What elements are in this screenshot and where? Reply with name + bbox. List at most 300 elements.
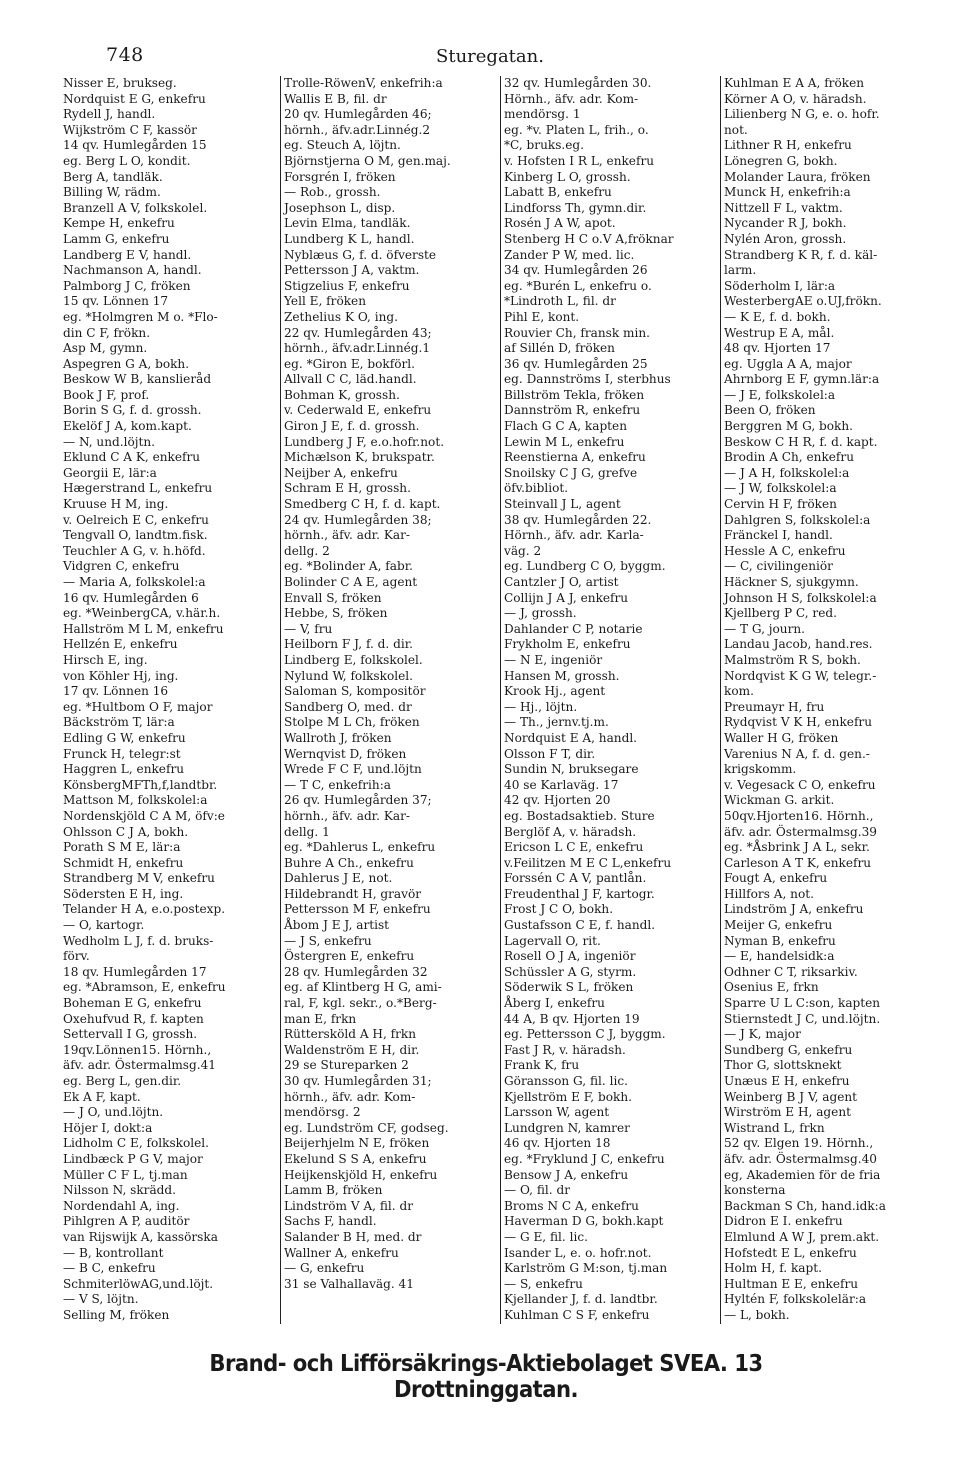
directory-entry: Lewin M L, enkefru — [504, 434, 625, 449]
directory-entry: 16 qv. Humlegården 6 — [63, 590, 199, 605]
directory-entry: 46 qv. Hjorten 18 — [504, 1136, 611, 1151]
directory-entry: Collijn J A J, enkefru — [504, 590, 629, 605]
directory-entry: 26 qv. Humlegården 37; — [284, 793, 432, 808]
directory-entry: eg. *Holmgren M o. *Flo- — [63, 309, 218, 324]
directory-column-3 — [500, 76, 720, 1324]
directory-entry: Allvall C C, läd.handl. — [284, 372, 417, 387]
directory-entry: Kruuse H M, ing. — [63, 497, 169, 512]
directory-entry: Heilborn F J, f. d. dir. — [284, 637, 414, 652]
directory-entry: förv. — [63, 949, 90, 964]
directory-entry: Freudenthal J F, kartogr. — [504, 886, 655, 901]
directory-entry: Rydell J, handl. — [63, 107, 156, 122]
directory-entry: Sundin N, bruksegare — [504, 762, 639, 777]
directory-entry: — S, enkefru — [504, 1276, 583, 1291]
directory-entry: Vidgren C, enkefru — [63, 559, 180, 574]
directory-entry: Unæus E H, enkefru — [724, 1074, 850, 1088]
directory-entry: Landau Jacob, hand.res. — [724, 637, 873, 652]
directory-entry: Müller C F L, tj.man — [63, 1167, 188, 1182]
directory-entry: eg. *Fryklund J C, enkefru — [504, 1151, 665, 1166]
directory-entry: Göransson G, fil. lic. — [504, 1074, 628, 1088]
directory-entry: Boheman E G, enkefru — [63, 996, 202, 1011]
directory-entry: Ek A F, kapt. — [63, 1089, 141, 1104]
directory-entry: eg. *Giron E, bokförl. — [284, 356, 415, 371]
directory-entry: — J A H, folkskolel:a — [724, 465, 850, 480]
directory-entry: Landberg E V, handl. — [63, 247, 192, 262]
directory-entry: — V, fru — [284, 621, 333, 636]
directory-entry: Dahlander C P, notarie — [504, 621, 643, 636]
directory-entry: Lindbæck P G V, major — [63, 1151, 203, 1166]
directory-entry: Eklund C A K, enkefru — [63, 450, 201, 465]
directory-entry: 18 qv. Humlegården 17 — [63, 964, 207, 979]
directory-entry: Nyman B, enkefru — [724, 933, 836, 948]
directory-entry: Lagervall O, rit. — [504, 933, 601, 948]
directory-entry: Wickman G. arkit. — [724, 793, 835, 808]
directory-entry: Ahrnborg E F, gymn.lär:a — [724, 372, 880, 387]
directory-entry: — Hj., löjtn. — [504, 699, 578, 714]
directory-entry: Bolinder C A E, agent — [284, 575, 418, 589]
directory-entry: Haverman D G, bokh.kapt — [504, 1214, 664, 1229]
directory-entry: Cervin H F, fröken — [724, 497, 837, 512]
directory-entry: eg. *Åsbrink J A L, sekr. — [724, 840, 870, 855]
directory-entry: 17 qv. Lönnen 16 — [63, 684, 169, 699]
directory-entry: 15 qv. Lönnen 17 — [63, 294, 169, 309]
directory-entry: Telander H A, e.o.postexp. — [63, 902, 226, 917]
directory-entry: Forsgrén I, fröken — [284, 169, 396, 184]
directory-entry: Nyblæus G, f. d. öfverste — [284, 247, 437, 262]
directory-entry: Ekelund S S A, enkefru — [284, 1151, 427, 1166]
directory-entry: Hessle A C, enkefru — [724, 543, 846, 558]
directory-entry: Stolpe M L Ch, fröken — [284, 715, 420, 730]
directory-entry: — L, bokh. — [724, 1307, 790, 1322]
directory-entry: Steinvall J L, agent — [504, 497, 621, 512]
page-number: 748 — [106, 44, 144, 66]
directory-entry: Lilienberg N G, e. o. hofr. — [724, 107, 880, 122]
directory-entry: — C, civilingeniör — [724, 559, 833, 574]
directory-entry: Hansen M, grossh. — [504, 668, 620, 683]
directory-entry: eg. af Klintberg H G, ami- — [284, 980, 442, 995]
directory-entry: — J O, und.löjtn. — [63, 1105, 164, 1120]
directory-entry: Frost J C O, bokh. — [504, 902, 614, 917]
directory-entry: v.Feilitzen M E C L,enkefru — [504, 855, 672, 870]
directory-entry: 22 qv. Humlegården 43; — [284, 325, 432, 340]
directory-entry: Varenius N A, f. d. gen.- — [724, 746, 870, 761]
directory-entry: larm. — [724, 263, 757, 278]
directory-entry: Nordendahl A, ing. — [63, 1198, 180, 1213]
directory-entry: af Sillén D, fröken — [504, 341, 615, 356]
directory-columns — [60, 76, 940, 1324]
directory-entry: Olsson F T, dir. — [504, 746, 596, 761]
directory-entry: hörnh., äfv. adr. Kar- — [284, 808, 410, 823]
directory-entry: Wijkström C F, kassör — [63, 122, 197, 137]
directory-entry: Schram E H, grossh. — [284, 481, 411, 496]
directory-entry: Georgii E, lär:a — [63, 465, 157, 480]
directory-entry: Elmlund A W J, prem.akt. — [724, 1229, 880, 1244]
directory-entry: Rouvier Ch, fransk min. — [504, 325, 650, 340]
directory-entry: Häckner S, sjukgymn. — [724, 575, 859, 589]
directory-entry: Michælson K, brukspatr. — [284, 450, 435, 465]
directory-entry: Hultman E E, enkefru — [724, 1276, 859, 1291]
directory-entry: ral, F, kgl. sekr., o.*Berg- — [284, 996, 437, 1011]
directory-entry: Odhner C T, riksarkiv. — [724, 964, 858, 979]
directory-entry: Lindström V A, fil. dr — [284, 1198, 414, 1213]
directory-entry: — Rob., grossh. — [284, 185, 381, 200]
directory-entry: — J K, major — [724, 1027, 801, 1042]
directory-entry: — B, kontrollant — [63, 1245, 164, 1260]
directory-entry: Nachmanson A, handl. — [63, 263, 202, 278]
directory-entry: Osenius E, frkn — [724, 980, 819, 995]
directory-entry: Schüssler A G, styrm. — [504, 964, 637, 979]
directory-entry: von Köhler Hj, ing. — [63, 668, 179, 683]
directory-entry: Fast J R, v. häradsh. — [504, 1042, 626, 1057]
directory-entry: not. — [724, 122, 748, 137]
directory-entry: Hörnh., äfv. adr. Karla- — [504, 528, 644, 543]
directory-entry: — Maria A, folkskolel:a — [63, 575, 206, 589]
directory-entry: Söderwik S L, fröken — [504, 980, 634, 995]
directory-entry: Molander Laura, fröken — [724, 169, 871, 184]
advertisement-footer: Brand- och Lifförsäkrings-Aktiebolaget SVEA. 13 Drottninggatan. — [209, 1351, 763, 1403]
directory-entry: Nittzell F L, vaktm. — [724, 200, 843, 215]
directory-entry: Waldenström E H, dir. — [284, 1042, 420, 1057]
directory-entry: eg. Steuch A, löjtn. — [284, 138, 401, 153]
directory-entry: Krook Hj., agent — [504, 684, 606, 699]
directory-entry: Neijber A, enkefru — [284, 465, 398, 480]
directory-entry: Gustafsson C E, f. handl. — [504, 918, 656, 933]
directory-entry: Aspegren G A, bokh. — [63, 356, 190, 371]
directory-entry: Södersten E H, ing. — [63, 886, 184, 901]
directory-entry: Hyltén F, folkskolelär:a — [724, 1292, 867, 1307]
directory-entry: Lindström J A, enkefru — [724, 902, 864, 917]
directory-entry: 29 se Stureparken 2 — [284, 1058, 409, 1073]
directory-entry: Backman S Ch, hand.idk:a — [724, 1198, 886, 1213]
directory-entry: 28 qv. Humlegården 32 — [284, 964, 428, 979]
directory-entry: Kinberg L O, grossh. — [504, 169, 631, 184]
directory-entry: Wallner A, enkefru — [284, 1245, 399, 1260]
directory-entry: dellg. 1 — [284, 824, 330, 839]
directory-entry: Palmborg J C, fröken — [63, 278, 191, 293]
directory-entry: Munck H, enkefrih:a — [724, 185, 851, 200]
directory-entry: Rydqvist V K H, enkefru — [724, 715, 872, 730]
directory-entry: — T G, journ. — [724, 621, 806, 636]
directory-entry: Nordquist E A, handl. — [504, 730, 638, 745]
directory-entry: Josephson L, disp. — [284, 200, 396, 215]
directory-entry: SchmiterlöwAG,und.löjt. — [63, 1276, 214, 1291]
directory-entry: Giron J E, f. d. grossh. — [284, 419, 420, 434]
directory-entry: *Lindroth L, fil. dr — [504, 294, 616, 309]
directory-entry: Zethelius K O, ing. — [284, 309, 398, 324]
directory-entry: Didron E I. enkefru — [724, 1214, 843, 1229]
directory-entry: — G E, fil. lic. — [504, 1229, 588, 1244]
directory-entry: Teuchler A G, v. h.höfd. — [63, 543, 206, 558]
directory-entry: Billström Tekla, fröken — [504, 387, 645, 402]
directory-entry: — V S, löjtn. — [63, 1292, 139, 1307]
directory-entry: äfv. adr. Östermalmsg.41 — [63, 1058, 216, 1073]
directory-entry: — J E, folkskolel:a — [724, 387, 836, 402]
directory-entry: Rüttersköld A H, frkn — [284, 1027, 417, 1042]
directory-entry: Kjellander J, f. d. landtbr. — [504, 1292, 658, 1307]
directory-entry: Larsson W, agent — [504, 1105, 610, 1120]
directory-entry: eg. *Bolinder A, fabr. — [284, 559, 413, 574]
directory-entry: Beijerhjelm N E, fröken — [284, 1136, 430, 1151]
directory-entry: eg. *Abramson, E, enkefru — [63, 980, 226, 995]
running-head-street: Sturegatan. — [436, 46, 544, 67]
directory-entry: eg. *v. Platen L, frih., o. — [504, 122, 649, 137]
directory-entry: Holm H, f. kapt. — [724, 1261, 822, 1276]
directory-entry: eg. *Burén L, enkefru o. — [504, 278, 652, 293]
directory-entry: kom. — [724, 684, 754, 699]
directory-entry: äfv. adr. Östermalmsg.40 — [724, 1151, 877, 1166]
directory-entry: Hebbe, S, fröken — [284, 606, 388, 621]
directory-entry: 42 qv. Hjorten 20 — [504, 793, 611, 808]
directory-entry: Kuhlman C S F, enkefru — [504, 1307, 650, 1322]
directory-entry: Lundgren N, kamrer — [504, 1120, 630, 1135]
directory-entry: Zander P W, med. lic. — [504, 247, 635, 262]
directory-entry: eg. *Hultbom O F, major — [63, 699, 213, 714]
directory-entry: Berggren M G, bokh. — [724, 419, 854, 434]
directory-entry: Strandberg K R, f. d. käl- — [724, 247, 878, 262]
directory-entry: hörnh., äfv. adr. Kar- — [284, 528, 410, 543]
directory-entry: Pihlgren A P, auditör — [63, 1214, 190, 1229]
directory-entry: Oxehufvud R, f. kapten — [63, 1011, 204, 1026]
directory-entry: Schmidt H, enkefru — [63, 855, 184, 870]
directory-entry: Settervall I G, grossh. — [63, 1027, 198, 1042]
directory-entry: — B C, enkefru — [63, 1261, 156, 1276]
directory-entry: Broms N C A, enkefru — [504, 1198, 639, 1213]
directory-entry: v. Hofsten I R L, enkefru — [504, 153, 655, 168]
directory-entry: Björnstjerna O M, gen.maj. — [284, 153, 451, 168]
directory-entry: Åbom J E J, artist — [284, 918, 390, 933]
directory-entry: Wallroth J, fröken — [284, 730, 392, 745]
directory-entry: Hofstedt E L, enkefru — [724, 1245, 857, 1260]
directory-entry: Westrup E A, mål. — [724, 325, 835, 340]
directory-entry: Nilsson N, skrädd. — [63, 1183, 176, 1198]
directory-entry: Yell E, fröken — [284, 294, 366, 309]
directory-entry: van Rijswijk A, kassörska — [63, 1229, 218, 1244]
directory-entry: Nisser E, brukseg. — [63, 76, 177, 90]
directory-entry: mendörsg. 2 — [284, 1105, 361, 1120]
directory-entry: eg, Akademien för de fria — [724, 1167, 881, 1182]
directory-entry: Edling G W, enkefru — [63, 730, 186, 745]
directory-entry: Hillfors A, not. — [724, 886, 814, 901]
directory-entry: Körner A O, v. häradsh. — [724, 91, 867, 106]
directory-entry: — E, handelsidk:a — [724, 949, 835, 964]
directory-entry: eg. Pettersson C J, byggm. — [504, 1027, 666, 1042]
directory-entry: Malmström R S, bokh. — [724, 652, 861, 667]
directory-entry: Wrede F C F, und.löjtn — [284, 762, 422, 777]
directory-entry: — J S, enkefru — [284, 933, 372, 948]
directory-entry: Lamm G, enkefru — [63, 231, 170, 246]
directory-entry: Kempe H, enkefru — [63, 216, 175, 231]
directory-entry: Frunck H, telegr:st — [63, 746, 181, 761]
directory-entry: Kjellström E F, bokh. — [504, 1089, 632, 1104]
directory-entry: Isander L, e. o. hofr.not. — [504, 1245, 652, 1260]
directory-entry: Berglöf A, v. häradsh. — [504, 824, 637, 839]
directory-entry: Sachs F, handl. — [284, 1214, 377, 1229]
directory-entry: Sandberg O, med. dr — [284, 699, 412, 714]
directory-entry: Flach G C A, kapten — [504, 419, 627, 434]
directory-entry: 40 se Karlaväg. 17 — [504, 777, 619, 792]
directory-entry: Snoilsky C J G, grefve — [504, 465, 638, 480]
directory-entry: 34 qv. Humlegården 26 — [504, 263, 648, 278]
directory-entry: Sundberg G, enkefru — [724, 1042, 853, 1057]
directory-entry: Asp M, gymn. — [63, 341, 148, 356]
directory-entry: Nylund W, folkskolel. — [284, 668, 413, 683]
directory-entry: 20 qv. Humlegården 46; — [284, 107, 432, 122]
directory-entry: Billing W, rädm. — [63, 185, 161, 200]
directory-entry: Levin Elma, tandläk. — [284, 216, 411, 231]
directory-entry: 14 qv. Humlegården 15 — [63, 138, 207, 153]
directory-entry: Brodin A Ch, enkefru — [724, 450, 854, 465]
directory-column-4 — [720, 76, 940, 1324]
directory-entry: Hildebrandt H, gravör — [284, 886, 422, 901]
directory-entry: Reenstierna A, enkefru — [504, 450, 646, 465]
directory-entry: 36 qv. Humlegården 25 — [504, 356, 648, 371]
directory-entry: Åberg I, enkefru — [504, 996, 605, 1011]
directory-entry: Tengvall O, landtm.fisk. — [63, 528, 208, 543]
directory-entry: Trolle-RöwenV, enkefrih:a — [284, 76, 443, 90]
directory-entry: v. Vegesack C O, enkefru — [724, 777, 876, 792]
directory-entry: Bensow J A, enkefru — [504, 1167, 629, 1182]
directory-entry: Frykholm E, enkefru — [504, 637, 631, 652]
directory-entry: mendörsg. 1 — [504, 107, 581, 122]
directory-entry: öfv.bibliot. — [504, 481, 569, 496]
directory-entry: hörnh., äfv.adr.Linnég.1 — [284, 341, 431, 356]
directory-entry: Sparre U L C:son, kapten — [724, 996, 881, 1011]
directory-entry: — T C, enkefrih:a — [284, 777, 391, 792]
directory-entry: Stiernstedt J C, und.löjtn. — [724, 1011, 881, 1026]
directory-entry: Dahlgren S, folkskolel:a — [724, 512, 871, 527]
directory-column-2 — [280, 76, 500, 1324]
directory-entry: Östergren E, enkefru — [284, 949, 415, 964]
directory-entry: eg. Lundström CF, godseg. — [284, 1120, 449, 1135]
directory-entry: eg. Dannströms I, sterbhus — [504, 372, 671, 387]
directory-entry: Berg A, tandläk. — [63, 169, 163, 184]
directory-column-1 — [60, 76, 280, 1324]
directory-entry: Forssén C A V, pantlån. — [504, 871, 647, 886]
directory-entry: Ericson L C E, enkefru — [504, 840, 644, 855]
directory-entry: Dannström R, enkefru — [504, 403, 641, 418]
directory-entry: äfv. adr. Östermalmsg.39 — [724, 824, 877, 839]
directory-entry: Frank K, fru — [504, 1058, 580, 1073]
directory-entry: Nordquist E G, enkefru — [63, 91, 206, 106]
directory-entry: Wistrand L, frkn — [724, 1120, 825, 1135]
directory-entry: Nordenskjöld C A M, öfv:e — [63, 808, 225, 823]
directory-entry: Höjer I, dokt:a — [63, 1120, 153, 1135]
directory-entry: — Th., jernv.tj.m. — [504, 715, 609, 730]
directory-entry: — G, enkefru — [284, 1261, 365, 1276]
directory-entry: Beskow W B, kanslieråd — [63, 372, 212, 387]
directory-entry: Been O, fröken — [724, 403, 816, 418]
directory-entry: Waller H G, fröken — [724, 730, 839, 745]
directory-entry: Envall S, fröken — [284, 590, 382, 605]
directory-entry: — O, fil. dr — [504, 1183, 570, 1198]
directory-entry: Borin S G, f. d. grossh. — [63, 403, 202, 418]
directory-entry: hörnh., äfv. adr. Kom- — [284, 1089, 416, 1104]
directory-entry: krigskomm. — [724, 762, 797, 777]
directory-entry: Wirström E H, agent — [724, 1105, 851, 1120]
directory-entry: — N, und.löjtn. — [63, 434, 155, 449]
directory-entry: Pihl E, kont. — [504, 309, 580, 324]
directory-entry: *C, bruks.eg. — [504, 138, 584, 153]
directory-entry: v. Oelreich E C, enkefru — [63, 512, 209, 527]
directory-entry: Rosén J A W, apot. — [504, 216, 616, 231]
directory-entry: Smedberg C H, f. d. kapt. — [284, 497, 441, 512]
directory-entry: Bäckström T, lär:a — [63, 715, 175, 730]
directory-entry: Stigzelius F, enkefru — [284, 278, 410, 293]
directory-entry: Pettersson J A, vaktm. — [284, 263, 420, 278]
directory-entry: 31 se Valhallaväg. 41 — [284, 1276, 414, 1291]
directory-entry: Hægerstrand L, enkefru — [63, 481, 213, 496]
directory-entry: KönsbergMFTh,f,landtbr. — [63, 777, 218, 792]
directory-entry: Pettersson M F, enkefru — [284, 902, 431, 917]
directory-entry: dellg. 2 — [284, 543, 330, 558]
directory-entry: Ekelöf J A, kom.kapt. — [63, 419, 192, 434]
directory-entry: Saloman S, kompositör — [284, 684, 426, 699]
directory-entry: Fränckel I, handl. — [724, 528, 833, 543]
directory-entry: 44 A, B qv. Hjorten 19 — [504, 1011, 640, 1026]
directory-entry: eg. Uggla A A, major — [724, 356, 852, 371]
directory-entry: 30 qv. Humlegården 31; — [284, 1074, 432, 1088]
directory-entry: — K E, f. d. bokh. — [724, 309, 831, 324]
directory-entry: — J, grossh. — [504, 606, 577, 621]
directory-entry: Strandberg M V, enkefru — [63, 871, 215, 886]
directory-entry: Johnson H S, folkskolel:a — [724, 590, 877, 605]
directory-entry: Nycander R J, bokh. — [724, 216, 847, 231]
directory-entry: 48 qv. Hjorten 17 — [724, 341, 831, 356]
directory-entry: 24 qv. Humlegården 38; — [284, 512, 432, 527]
directory-entry: Lundberg K L, handl. — [284, 231, 415, 246]
directory-entry: v. Cederwald E, enkefru — [284, 403, 432, 418]
directory-entry: Lithner R H, enkefru — [724, 138, 852, 153]
directory-entry: Dahlerus J E, not. — [284, 871, 393, 886]
directory-entry: Heijkenskjöld H, enkefru — [284, 1167, 438, 1182]
directory-entry: eg. Berg L, gen.dir. — [63, 1074, 182, 1088]
directory-entry: Fougt A, enkefru — [724, 871, 828, 886]
directory-entry: väg. 2 — [504, 543, 542, 558]
directory-entry: Labatt B, enkefru — [504, 185, 612, 200]
directory-entry: Lamm B, fröken — [284, 1183, 383, 1198]
directory-entry: Hirsch E, ing. — [63, 652, 148, 667]
directory-entry: Wernqvist D, fröken — [284, 746, 407, 761]
directory-entry: Wallis E B, fil. dr — [284, 91, 387, 106]
directory-entry: din C F, frökn. — [63, 325, 151, 340]
directory-entry: eg. *WeinbergCA, v.här.h. — [63, 606, 221, 621]
directory-entry: Thor G, slottsknekt — [724, 1058, 842, 1073]
directory-entry: Buhre A Ch., enkefru — [284, 855, 414, 870]
directory-entry: Salander B H, med. dr — [284, 1229, 422, 1244]
directory-entry: eg. Lundberg C O, byggm. — [504, 559, 666, 574]
directory-entry: Lönegren G, bokh. — [724, 153, 838, 168]
directory-entry: Hallström M L M, enkefru — [63, 621, 224, 636]
directory-entry: Kuhlman E A A, fröken — [724, 76, 865, 90]
directory-entry: 38 qv. Humlegården 22. — [504, 512, 652, 527]
directory-entry: man E, frkn — [284, 1011, 357, 1026]
directory-entry: Bohman K, grossh. — [284, 387, 400, 402]
directory-entry: Beskow C H R, f. d. kapt. — [724, 434, 878, 449]
directory-entry: 32 qv. Humlegården 30. — [504, 76, 652, 90]
directory-entry: — O, kartogr. — [63, 918, 145, 933]
directory-entry: — J W, folkskolel:a — [724, 481, 837, 496]
directory-entry: Rosell O J A, ingeniör — [504, 949, 636, 964]
directory-entry: Meijer G, enkefru — [724, 918, 833, 933]
directory-entry: Ohlsson C J A, bokh. — [63, 824, 189, 839]
directory-entry: Söderholm I, lär:a — [724, 278, 836, 293]
directory-entry: Book J F, prof. — [63, 387, 150, 402]
directory-entry: Weinberg B J V, agent — [724, 1089, 858, 1104]
directory-entry: Kjellberg P C, red. — [724, 606, 837, 621]
directory-entry: Stenberg H C o.V A,fröknar — [504, 231, 674, 246]
directory-entry: 19qv.Lönnen15. Hörnh., — [63, 1042, 212, 1057]
directory-entry: Carleson A T K, enkefru — [724, 855, 872, 870]
